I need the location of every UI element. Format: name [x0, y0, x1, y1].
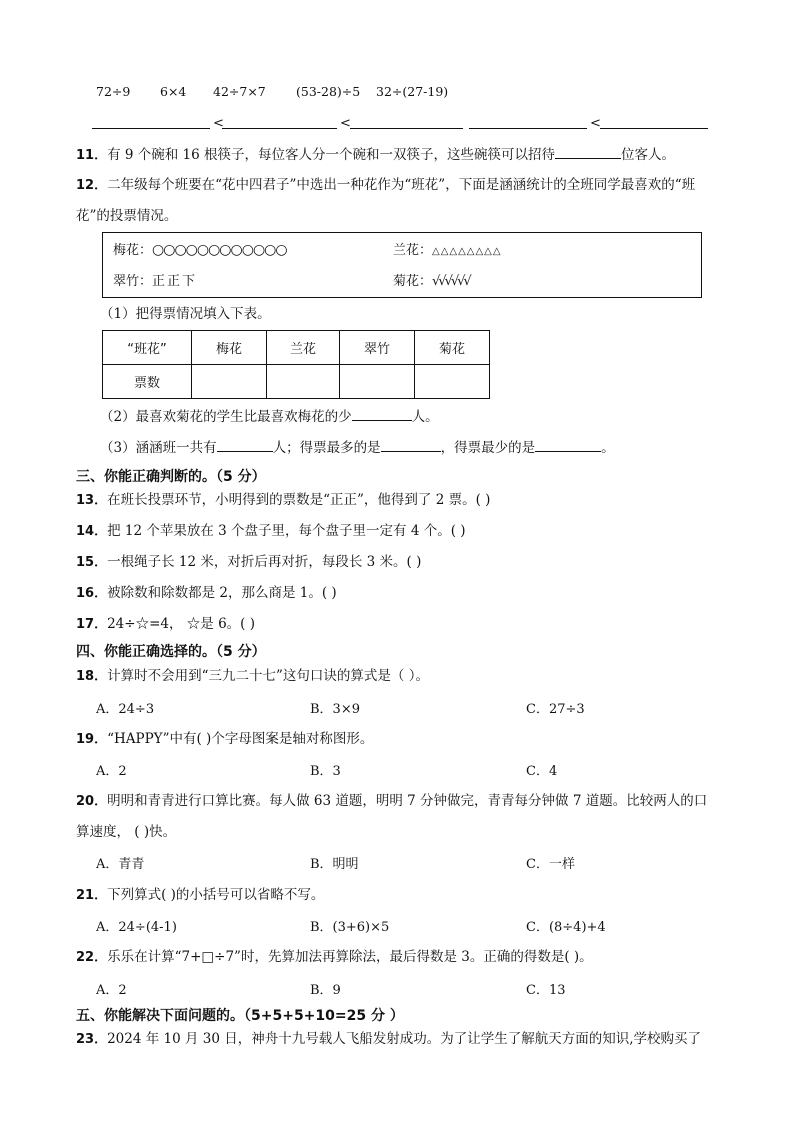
option-c[interactable]: C．27÷3: [526, 702, 585, 717]
expression: 42÷7×7: [213, 84, 266, 99]
section-heading: 五、你能解决下面问题的。（5+5+5+10=25 分 ）: [76, 1008, 404, 1024]
option-a[interactable]: A．2: [96, 983, 127, 998]
question-19: 19．“HAPPY”中有( )个字母图案是轴对称图形。: [76, 731, 374, 747]
question-14: 14．把 12 个苹果放在 3 个盘子里，每个盘子里一定有 4 个。( ): [76, 523, 466, 539]
answer-blank[interactable]: [222, 128, 337, 129]
question-text: 位客人。: [621, 147, 676, 163]
option-a[interactable]: A．青青: [96, 857, 145, 872]
question-11: [76, 144, 734, 166]
answer-cell[interactable]: [415, 365, 490, 399]
table-header: 兰花: [267, 331, 340, 365]
question-number: 12．: [76, 178, 108, 193]
question-18: 18．计算时不会用到“三九二十七”这句口诀的算式是（ ）。: [76, 668, 429, 684]
question-22: 22．乐乐在计算“7+□÷7”时，先算加法再算除法，最后得数是 3。正确的得数是( )。: [76, 949, 593, 965]
answer-cell[interactable]: [340, 365, 415, 399]
option-b[interactable]: B．3×9: [310, 702, 360, 717]
option-b[interactable]: B．3: [310, 764, 341, 779]
answer-blank[interactable]: [469, 128, 587, 129]
option-a[interactable]: A．2: [96, 764, 127, 779]
answer-blank[interactable]: [217, 437, 273, 452]
option-b[interactable]: B．(3+6)×5: [310, 920, 390, 935]
answer-blank[interactable]: [555, 144, 621, 159]
vote-record-box: [102, 232, 702, 298]
question-20-line1: 20．明明和青青进行口算比赛。每人做 63 道题，明明 7 分钟做完，青青每分钟做 7 道题。比较两人的口: [76, 793, 708, 809]
question-text: 有 9 个碗和 16 根筷子，每位客人分一个碗和一双筷子，这些碗筷可以招待: [107, 147, 556, 163]
answer-cell[interactable]: [192, 365, 267, 399]
chrysanthemum-votes: 菊花：√√√√√√: [393, 274, 470, 289]
expression: 72÷9: [96, 84, 131, 99]
vote-table: [102, 330, 490, 399]
answer-blank[interactable]: [352, 406, 412, 421]
circle-marks: ○○○○○○○○○○○○: [152, 242, 287, 258]
question-15: 15．一根绳子长 12 米，对折后再对折，每段长 3 米。( ): [76, 554, 422, 570]
section-heading: 三、你能正确判断的。（5 分）: [76, 469, 266, 485]
option-b[interactable]: B．9: [310, 983, 341, 998]
check-marks: √√√√√√: [432, 274, 470, 289]
tally-marks: 正正下: [152, 274, 198, 289]
question-12-sub2: （2）最喜欢菊花的学生比最喜欢梅花的少 人。: [100, 406, 734, 427]
orchid-votes: 兰花：△△△△△△△△: [393, 243, 502, 258]
option-b[interactable]: B．明明: [310, 857, 359, 872]
table-row-label: 票数: [103, 365, 192, 399]
answer-blank[interactable]: [92, 128, 210, 129]
question-number: 11．: [76, 148, 108, 163]
question-12-line1: [76, 175, 734, 196]
option-a[interactable]: A．24÷3: [96, 702, 155, 717]
less-than-sign: <: [213, 116, 224, 131]
answer-blank[interactable]: [381, 437, 441, 452]
answer-blank[interactable]: [350, 128, 463, 129]
question-20-line2: 算速度， ( )快。: [76, 824, 177, 840]
table-header: 梅花: [192, 331, 267, 365]
option-c[interactable]: C．(8÷4)+4: [526, 920, 606, 935]
question-12-sub3: （3）涵涵班一共有 人；得票最多的是 ，得票最少的是 。: [100, 437, 734, 458]
question-text: 花”的投票情况。: [76, 208, 178, 224]
question-text: 二年级每个班要在“花中四君子”中选出一种花作为“班花”，下面是涵涵统计的全班同学最喜欢的“班: [107, 177, 696, 193]
less-than-sign: <: [590, 116, 601, 131]
table-header: 菊花: [415, 331, 490, 365]
table-header: 翠竹: [340, 331, 415, 365]
option-c[interactable]: C．4: [526, 764, 558, 779]
section-heading: 四、你能正确选择的。（5 分）: [76, 644, 266, 660]
table-row: [103, 365, 490, 399]
question-12-line2: [76, 206, 734, 226]
table-row: [103, 331, 490, 365]
expression: 32÷(27-19): [376, 84, 449, 99]
bamboo-votes: 翠竹：正正下: [113, 274, 198, 289]
answer-blank[interactable]: [600, 128, 708, 129]
option-a[interactable]: A．24÷(4-1): [96, 920, 177, 935]
question-13: 13．在班长投票环节，小明得到的票数是“正正”，他得到了 2 票。( ): [76, 492, 491, 508]
less-than-sign: <: [340, 116, 351, 131]
answer-blank[interactable]: [535, 437, 601, 452]
question-16: 16．被除数和除数都是 2，那么商是 1。( ): [76, 585, 337, 601]
question-17: 17．24÷☆=4， ☆是 6。( ): [76, 616, 255, 632]
option-c[interactable]: C．一样: [526, 857, 575, 872]
question-12-sub1: （1）把得票情况填入下表。: [100, 306, 271, 322]
plum-votes: 梅花：○○○○○○○○○○○○: [113, 242, 287, 258]
expression: (53-28)÷5: [296, 84, 361, 99]
expression: 6×4: [160, 84, 187, 99]
question-23: 23．2024 年 10 月 30 日，神舟十九号载人飞船发射成功。为了让学生了解航天方面的知识,学校购买了: [76, 1031, 702, 1047]
compare-blanks: [92, 116, 712, 130]
option-c[interactable]: C．13: [526, 983, 566, 998]
triangle-marks: △△△△△△△△: [432, 246, 502, 257]
question-21: 21．下列算式( )的小括号可以省略不写。: [76, 887, 325, 903]
answer-cell[interactable]: [267, 365, 340, 399]
table-header: “班花”: [103, 331, 192, 365]
